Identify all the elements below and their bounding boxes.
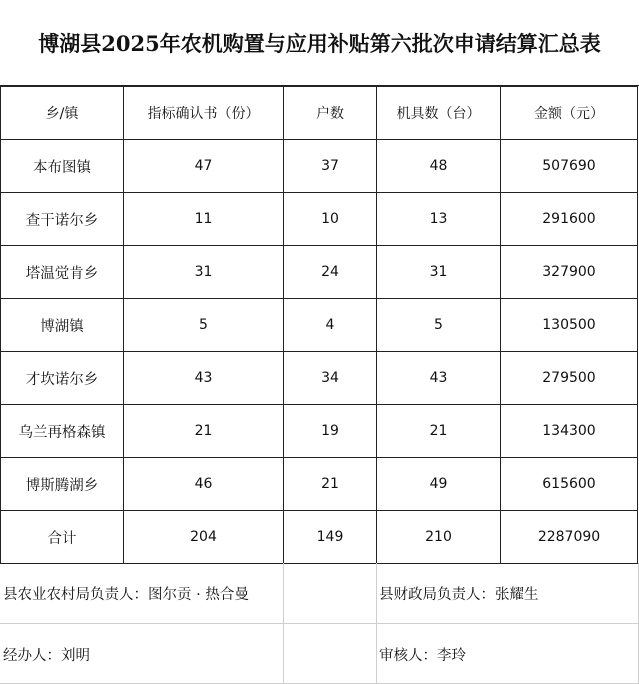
amount-cell: 615600 bbox=[501, 458, 638, 511]
table-row bbox=[1, 458, 638, 511]
households-cell: 34 bbox=[284, 352, 377, 405]
confirmations-cell: 47 bbox=[124, 140, 284, 193]
township-cell: 乌兰再格森镇 bbox=[1, 405, 124, 458]
col-header-machines: 机具数（台） bbox=[377, 87, 501, 140]
confirmations-cell: 46 bbox=[124, 458, 284, 511]
confirmations-cell: 5 bbox=[124, 299, 284, 352]
finance-bureau-head: 县财政局负责人：张耀生 bbox=[379, 586, 539, 603]
agri-bureau-head: 县农业农村局负责人：图尔贡 · 热合曼 bbox=[3, 586, 249, 603]
township-cell: 才坎诺尔乡 bbox=[1, 352, 124, 405]
township-cell: 博湖镇 bbox=[1, 299, 124, 352]
households-cell: 4 bbox=[284, 299, 377, 352]
handler-name: 经办人：刘明 bbox=[3, 647, 90, 664]
table-row bbox=[1, 352, 638, 405]
page-title: 博湖县2025年农机购置与应用补贴第六批次申请结算汇总表 bbox=[0, 0, 639, 86]
table-row bbox=[1, 193, 638, 246]
table-row bbox=[1, 140, 638, 193]
amount-cell: 279500 bbox=[501, 352, 638, 405]
total-amount: 2287090 bbox=[501, 511, 638, 564]
households-cell: 10 bbox=[284, 193, 377, 246]
machines-cell: 31 bbox=[377, 246, 501, 299]
township-cell: 塔温觉肯乡 bbox=[1, 246, 124, 299]
total-machines: 210 bbox=[377, 511, 501, 564]
machines-cell: 5 bbox=[377, 299, 501, 352]
reviewer-name: 审核人：李玲 bbox=[379, 647, 466, 664]
amount-cell: 507690 bbox=[501, 140, 638, 193]
table-row bbox=[1, 405, 638, 458]
machines-cell: 21 bbox=[377, 405, 501, 458]
machines-cell: 49 bbox=[377, 458, 501, 511]
table-row bbox=[1, 246, 638, 299]
footer-row-staff bbox=[0, 624, 639, 684]
footer-row-responsible bbox=[0, 563, 639, 623]
confirmations-cell: 43 bbox=[124, 352, 284, 405]
total-row bbox=[1, 511, 638, 564]
township-cell: 本布图镇 bbox=[1, 140, 124, 193]
col-header-confirmations: 指标确认书（份） bbox=[124, 87, 284, 140]
col-header-township: 乡/镇 bbox=[1, 87, 124, 140]
confirmations-cell: 11 bbox=[124, 193, 284, 246]
total-label: 合计 bbox=[1, 511, 124, 564]
households-cell: 24 bbox=[284, 246, 377, 299]
total-confirmations: 204 bbox=[124, 511, 284, 564]
confirmations-cell: 21 bbox=[124, 405, 284, 458]
col-header-households: 户数 bbox=[284, 87, 377, 140]
amount-cell: 134300 bbox=[501, 405, 638, 458]
households-cell: 37 bbox=[284, 140, 377, 193]
township-cell: 查干诺尔乡 bbox=[1, 193, 124, 246]
machines-cell: 13 bbox=[377, 193, 501, 246]
township-cell: 博斯腾湖乡 bbox=[1, 458, 124, 511]
signature-footer bbox=[0, 563, 639, 684]
confirmations-cell: 31 bbox=[124, 246, 284, 299]
table-header-row bbox=[1, 87, 638, 140]
machines-cell: 43 bbox=[377, 352, 501, 405]
amount-cell: 130500 bbox=[501, 299, 638, 352]
summary-table bbox=[0, 86, 638, 564]
machines-cell: 48 bbox=[377, 140, 501, 193]
amount-cell: 327900 bbox=[501, 246, 638, 299]
table-row bbox=[1, 299, 638, 352]
col-header-amount: 金额（元） bbox=[501, 87, 638, 140]
total-households: 149 bbox=[284, 511, 377, 564]
households-cell: 19 bbox=[284, 405, 377, 458]
households-cell: 21 bbox=[284, 458, 377, 511]
amount-cell: 291600 bbox=[501, 193, 638, 246]
